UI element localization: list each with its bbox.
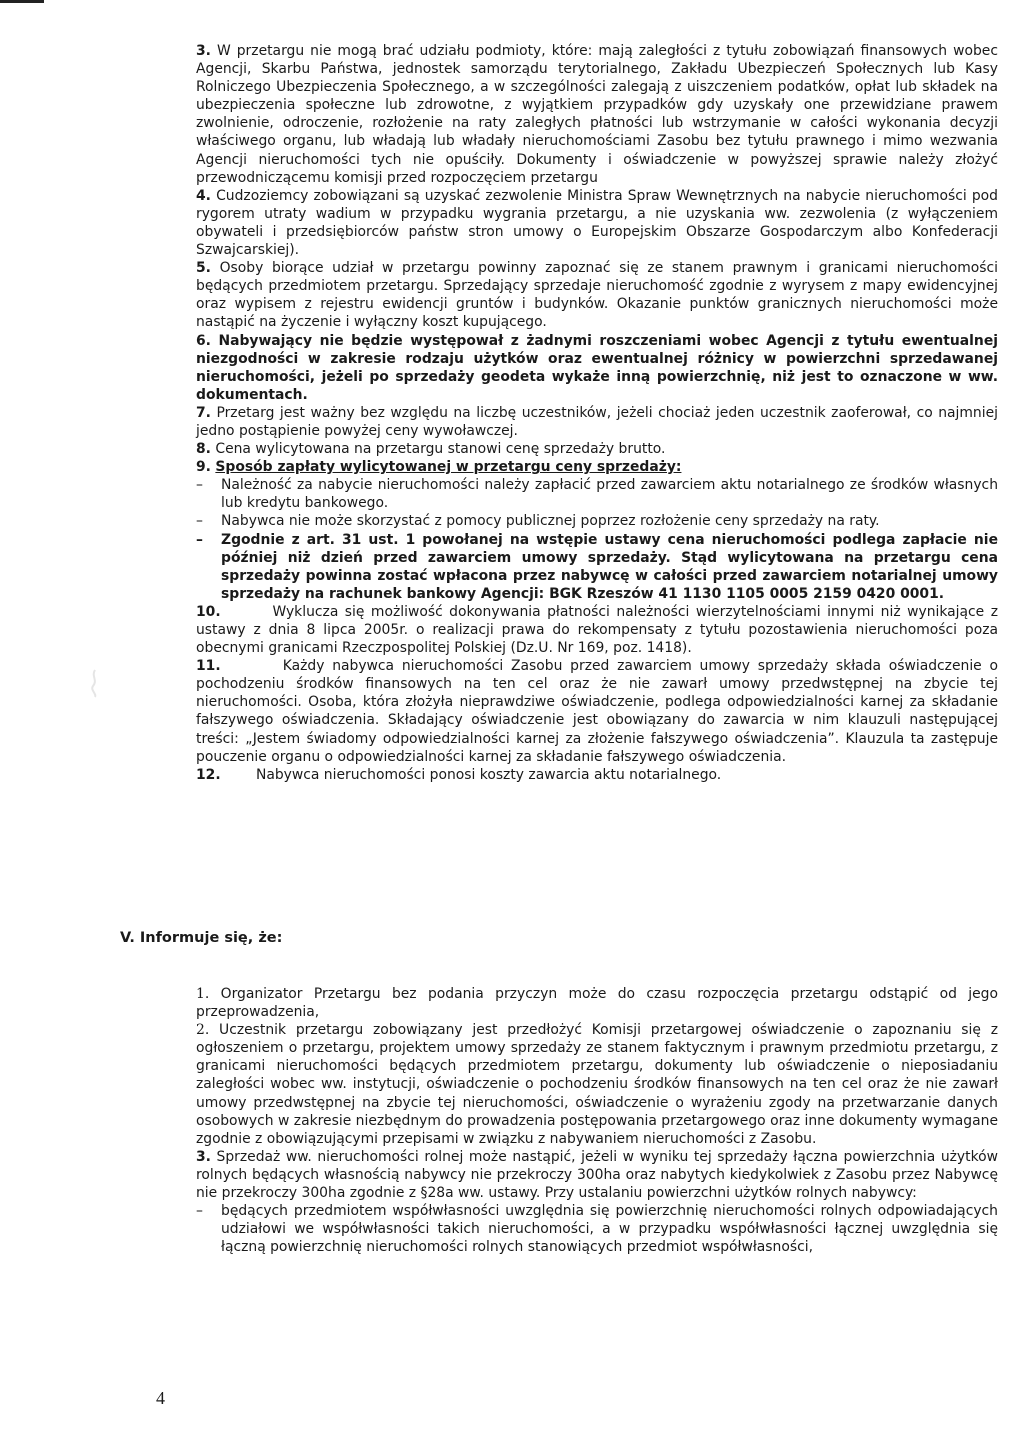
item-6: 6. Nabywający nie będzie występował z żadnymi roszczeniami wobec Agencji z tytułu ewentualnej niezgodności w zakresie rodzaju użytków oraz ewentualnej różnicy w powierzchni sprzedawanej nieruchomości, jeżeli po sprzedaży geodeta wykaże inną powierzchnię, niż jest to oznaczone w ww. dokumentach. (196, 332, 998, 403)
item-3: 3. W przetargu nie mogą brać udziału podmioty, które: mają zaległości z tytułu zobowiązań finansowych wobec Agencji, Skarbu Państwa, jednostek samorządu terytorialnego, Zakładu Ubezpieczeń Społecznych lub Kasy Rolniczego Ubezpieczenia Społecznego, a w szczególności zalegają z uiszczeniem podatków, opłat lub składek na ubezpieczenia społeczne lub zdrowotne, z wyjątkiem przypadków gdy uzyskały one przewidziane prawem zwolnienie, odroczenie, rozłożenie na raty zaległych płatności lub wstrzymanie w całości wykonania decyzji właściwego organu, lub władają lub władały nieruchomościami Zasobu bez tytułu prawnego i mimo wezwania Agencji nieruchomości tych nie opuściły. Dokumenty i oświadczenie w powyższej sprawie należy złożyć przewodniczącemu komisji przed rozpoczęciem przetargu (196, 43, 998, 186)
scan-smudge (88, 668, 102, 698)
item-7: 7. Przetarg jest ważny bez względu na liczbę uczestników, jeżeli chociaż jeden uczestnik zaoferował, co najmniej jedno postąpienie powyżej ceny wywoławczej. (196, 404, 998, 439)
dash-bullet: – (196, 513, 203, 530)
item-8: 8. Cena wylicytowana na przetargu stanowi cenę sprzedaży brutto. (196, 441, 666, 458)
item-4: 4. Cudzoziemcy zobowiązani są uzyskać zezwolenie Ministra Spraw Wewnętrznych na nabycie nieruchomości pod rygorem utraty wadium w przypadku wygrania przetargu, a nie uzyskania ww. zezwolenia (z wyłączeniem obywateli i przedsiębiorców państw stron umowy o Europejskim Obszarze Gospodarczym albo Konfederacji Szwajcarskiej). (196, 187, 999, 259)
sub-point: – będących przedmiotem współwłasności uwzględnia się powierzchnię nieruchomości rolnych odpowiadających udziałowi we współwłasności takich nieruchomości, a w przypadku współwłasności łącznej uwzględnia się łączną powierzchnię nieruchomości rolnych stanowiących przedmiot współwłasności, (196, 1203, 998, 1256)
item-12: 12. Nabywca nieruchomości ponosi koszty zawarcia aktu notarialnego. (196, 766, 722, 783)
payment-point: – Należność za nabycie nieruchomości należy zapłacić przed zawarciem aktu notarialnego ze środków własnych lub kredytu bankowego. (196, 477, 998, 512)
item-10: 10. Wyklucza się możliwość dokonywania płatności należności wierzytelnościami innymi niż wynikające z ustawy z dnia 8 lipca 2005r. o realizacji prawa do rekompensaty z tytułu pozostawienia nieruchomości poza obecnymi granicami Rzeczpospolitej Polskiej (Dz.U. Nr 169, poz. 1418). (196, 603, 999, 657)
item-11: 11. Każdy nabywca nieruchomości Zasobu przed zawarciem umowy sprzedaży składa oświadczenie o pochodzeniu środków finansowych na ten cel oraz że nie zawarł umowy przedwstępnej na zbycie tej nieruchomości. Osoba, która złożyła nieprawdziwe oświadczenie, podlega odpowiedzialności karnej za składanie fałszywego oświadczenia. Składający oświadczenie jest obowiązany do zawarcia w nim klauzuli następującej treści: „Jestem świadomy odpowiedzialności karnej za złożenie fałszywego oświadczenia”. Klauzula ta zastępuje pouczenie organu o odpowiedzialności karnej za składanie fałszywego oświadczenia. (196, 658, 998, 765)
scan-edge-mark (0, 0, 44, 3)
payment-point: – Nabywca nie może skorzystać z pomocy publicznej poprzez rozłożenie ceny sprzedaży na raty. (196, 513, 880, 530)
payment-point: – Zgodnie z art. 31 ust. 1 powołanej na wstępie ustawy cena nieruchomości podlega zapłacie nie później niż dzień przed zawarciem umowy sprzedaży. Stąd wylicytowana na przetargu cena sprzedaży powinna zostać wpłacona przez nabywcę w całości przed zawarciem notarialnej umowy sprzedaży na rachunek bankowy Agencji: BGK Rzeszów 41 1130 1105 0005 2159 0420 0001. (196, 531, 998, 602)
dash-bullet: – (196, 1203, 203, 1220)
section-v-item-2: 2. Uczestnik przetargu zobowiązany jest przedłożyć Komisji przetargowej oświadczenie o zapoznaniu się z ogłoszeniem o przetargu, projektem umowy sprzedaży ze stanem faktycznym i prawnym przedmiotu przetargu, z granicami nieruchomości będących przedmiotem przetargu, dokumenty lub oświadczenie o nieposiadaniu zaległości wobec ww. instytucji, oświadczenie o pochodzeniu środków finansowych na ten cel oraz że nie zawarł umowy przedwstępnej na zbycie tej nieruchomości, oświadczenie o wyrażeniu zgody na przetwarzanie danych osobowych w zakresie niezbędnym do prowadzenia postępowania przetargowego oraz inne dokumenty wymagane zgodnie z obowiązującymi przepisami w związku z nabywaniem nieruchomości z Zasobu. (196, 1022, 998, 1147)
section-v-sub-points (196, 1202, 998, 1256)
section-v-item-1: 1. Organizator Przetargu bez podania przyczyn może do czasu rozpoczęcia przetargu odstąpić od jego przeprowadzenia, (196, 986, 998, 1021)
payment-points (196, 476, 998, 603)
item-9: 9. Sposób zapłaty wylicytowanej w przetargu ceny sprzedaży: (196, 459, 682, 476)
dash-bullet: – (196, 477, 203, 494)
section-v-item-3: 3. Sprzedaż ww. nieruchomości rolnej może nastąpić, jeżeli w wyniku tej sprzedaży łączna powierzchnia użytków rolnych będących własnością nabywcy nie przekroczy 300ha oraz nabytych kiedykolwiek z Zasobu przez Nabywcę nie przekroczy 300ha zgodnie z §28a ww. ustawy. Przy ustalaniu powierzchni użytków rolnych nabywcy: (196, 1148, 998, 1202)
dash-bullet: – (196, 531, 203, 548)
section-v-heading: V. Informuje się, że: (120, 930, 283, 946)
section-v-body (196, 985, 998, 1256)
page-number: 4 (156, 1388, 165, 1408)
item-5: 5. Osoby biorące udział w przetargu powinny zapoznać się ze stanem prawnym i granicami nieruchomości będących przedmiotem przetargu. Sprzedający sprzedaje nieruchomość zgodnie z wyrysem z mapy ewidencyjnej oraz wypisem z rejestru ewidencji gruntów i budynków. Okazanie punktów granicznych nieruchomości może nastąpić na życzenie i wyłączny koszt kupującego. (196, 260, 998, 331)
document-body (196, 42, 998, 784)
